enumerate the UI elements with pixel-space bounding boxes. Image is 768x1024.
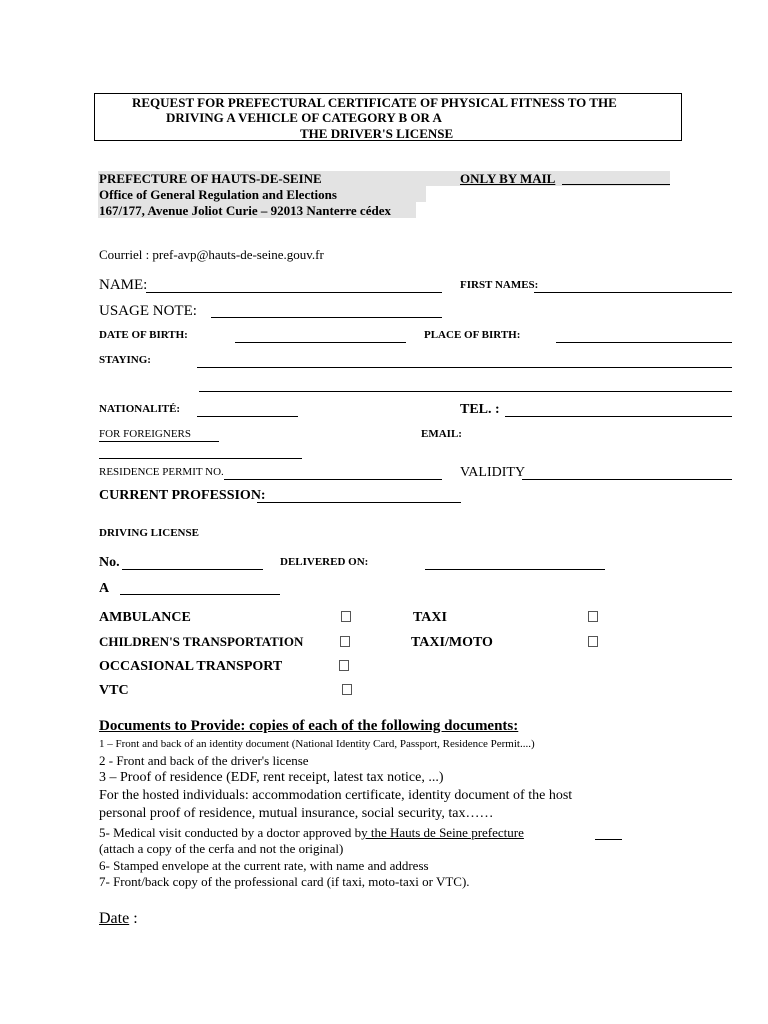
ambulance-label: AMBULANCE xyxy=(99,610,191,625)
date-colon: : xyxy=(129,910,138,927)
document-item-6: 6- Stamped envelope at the current rate, with name and address xyxy=(99,858,429,873)
name-field[interactable] xyxy=(146,292,442,293)
first-names-label: FIRST NAMES: xyxy=(460,279,539,291)
nationality-field[interactable] xyxy=(197,416,298,417)
document-item-2: 2 - Front and back of the driver's license xyxy=(99,753,309,768)
staying-label: STAYING: xyxy=(99,354,151,366)
place-of-birth-field[interactable] xyxy=(556,342,732,343)
occasional-transport-label: OCCASIONAL TRANSPORT xyxy=(99,659,283,674)
document-item-3: 3 – Proof of residence (EDF, rent receipt, latest tax notice, ...) xyxy=(99,770,444,785)
license-number-label: No. xyxy=(99,555,120,570)
email-field[interactable] xyxy=(99,458,302,459)
title-line-3: THE DRIVER'S LICENSE xyxy=(300,126,454,141)
driving-license-heading: DRIVING LICENSE xyxy=(99,527,199,539)
nationality-label: NATIONALITÉ: xyxy=(99,403,181,415)
only-by-mail: ONLY BY MAIL xyxy=(460,171,556,186)
license-a-field[interactable] xyxy=(120,594,280,595)
for-foreigners-underline xyxy=(99,441,219,442)
date-of-birth-field[interactable] xyxy=(235,342,406,343)
taxi-checkbox[interactable] xyxy=(588,611,598,622)
document-hosted-2: personal proof of residence, mutual insurance, social security, tax…… xyxy=(99,806,494,821)
document-item-5-start: 5- Medical visit conducted by a doctor approved b xyxy=(99,825,362,840)
taxi-moto-label: TAXI/MOTO xyxy=(411,635,493,650)
document-hosted-1: For the hosted individuals: accommodation certificate, identity document of the host xyxy=(99,788,573,803)
current-profession-label: CURRENT PROFESSION: xyxy=(99,488,266,503)
residence-permit-field[interactable] xyxy=(224,479,442,480)
date-label: Date xyxy=(99,910,130,927)
document-item-5-note: (attach a copy of the cerfa and not the original) xyxy=(99,841,344,856)
taxi-label: TAXI xyxy=(413,610,447,625)
name-label: NAME: xyxy=(99,277,148,293)
first-names-field[interactable] xyxy=(534,292,732,293)
contact-email: Courriel : pref-avp@hauts-de-seine.gouv.fr xyxy=(99,247,324,262)
document-item-5-end: y the Hauts de Seine prefecture xyxy=(361,825,524,840)
usage-note-field[interactable] xyxy=(211,317,442,318)
validity-label: VALIDITY xyxy=(460,465,526,480)
date-of-birth-label: DATE OF BIRTH: xyxy=(99,329,188,341)
childrens-transport-label: CHILDREN'S TRANSPORTATION xyxy=(99,634,304,649)
delivered-on-label: DELIVERED ON: xyxy=(280,556,369,568)
documents-heading: Documents to Provide: copies of each of the following documents: xyxy=(99,718,519,734)
vtc-checkbox[interactable] xyxy=(342,684,352,695)
license-number-field[interactable] xyxy=(122,569,263,570)
childrens-transport-checkbox[interactable] xyxy=(340,636,350,647)
validity-field[interactable] xyxy=(522,479,732,480)
ambulance-checkbox[interactable] xyxy=(341,611,351,622)
document-item-5 xyxy=(99,825,524,841)
place-of-birth-label: PLACE OF BIRTH: xyxy=(424,329,521,341)
email-label: EMAIL: xyxy=(421,428,462,440)
staying-field-1[interactable] xyxy=(197,367,732,368)
delivered-on-field[interactable] xyxy=(425,569,605,570)
only-by-mail-underline xyxy=(562,184,670,185)
office-address: 167/177, Avenue Joliot Curie – 92013 Nanterre cédex xyxy=(99,203,391,218)
for-foreigners-label: FOR FOREIGNERS xyxy=(99,428,191,440)
staying-field-2[interactable] xyxy=(199,391,732,392)
title-line-2: DRIVING A VEHICLE OF CATEGORY B OR A xyxy=(166,110,442,125)
license-a-label: A xyxy=(99,581,110,596)
prefecture-name: PREFECTURE OF HAUTS-DE-SEINE xyxy=(99,171,322,186)
date-row xyxy=(99,910,138,928)
usage-note-label: USAGE NOTE: xyxy=(99,303,197,319)
residence-permit-label: RESIDENCE PERMIT NO. xyxy=(99,466,224,478)
current-profession-field[interactable] xyxy=(257,502,461,503)
taxi-moto-checkbox[interactable] xyxy=(588,636,598,647)
occasional-transport-checkbox[interactable] xyxy=(339,660,349,671)
tel-label: TEL. : xyxy=(460,402,500,417)
title-line-1: REQUEST FOR PREFECTURAL CERTIFICATE OF PHYSICAL FITNESS TO THE xyxy=(132,95,617,110)
vtc-label: VTC xyxy=(99,683,129,698)
item-5-underline-tail xyxy=(595,839,622,840)
tel-field[interactable] xyxy=(505,416,732,417)
document-item-7: 7- Front/back copy of the professional card (if taxi, moto-taxi or VTC). xyxy=(99,874,470,889)
document-item-1: 1 – Front and back of an identity document (National Identity Card, Passport, Residence Permit....) xyxy=(99,738,535,750)
department-name: Office of General Regulation and Elections xyxy=(99,187,337,202)
